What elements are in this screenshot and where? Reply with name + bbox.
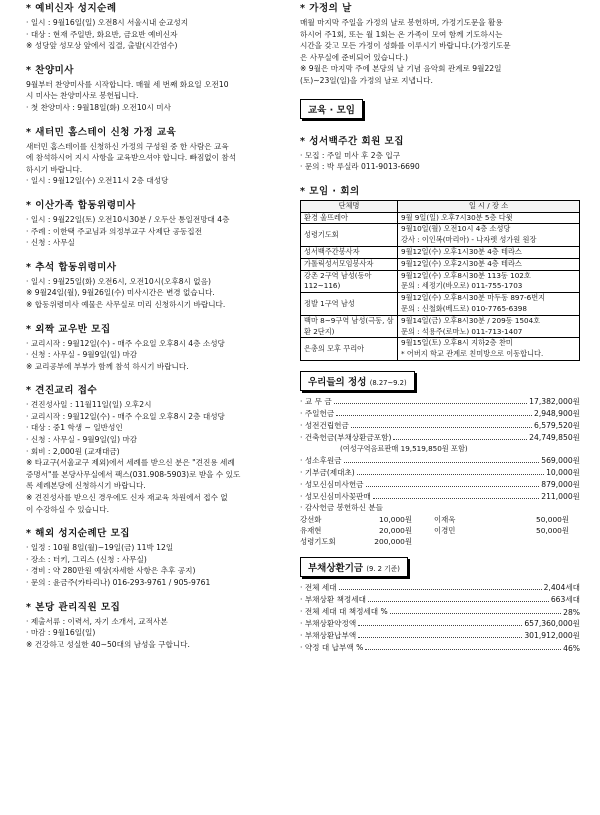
notice-section [26, 525, 294, 588]
donor-row [300, 514, 580, 525]
notice-line: ※ 타교구(서울교구 제외)에서 세례를 받으신 분은 "견진용 세례 [26, 458, 235, 468]
family-day-text [300, 17, 580, 87]
meeting-info-line: 강사 : 이인복(마리아) - 나자렛 성가원 원장 [401, 235, 537, 245]
offering-box-title [300, 371, 415, 391]
debt-row [300, 629, 580, 641]
offering-row [300, 478, 580, 490]
donor-amount: 200,000원 [374, 536, 412, 546]
meetings-table [300, 200, 580, 361]
notice-line: · 마감 : 9월16일(일) [26, 628, 96, 638]
item-label: · 약정 대 납부액 % [300, 642, 364, 652]
meetings-title: * 모임 · 회의 [300, 185, 360, 197]
meeting-info [398, 246, 580, 258]
dot-leader [365, 649, 561, 650]
item-value: 17,382,000원 [529, 396, 580, 406]
meeting-info-line: 9월12일(수) 오후8시30분 113동 102호 [401, 270, 531, 280]
dot-leader [336, 415, 532, 416]
item-label: · 성모신심미사헌금 [300, 479, 364, 489]
item-label: · 전체 세대 [300, 582, 337, 592]
notice-line: 증명서"를 본당사무실에서 팩스(031.908-5903)로 받을 수 있도 [26, 469, 241, 479]
donor-name: 이재욱 [434, 514, 456, 524]
offering-row [300, 490, 580, 502]
debt-row [300, 581, 580, 593]
debt-row [300, 605, 580, 617]
group-name: 성령기도회 [301, 224, 398, 247]
item-value: 657,360,000원 [524, 618, 580, 628]
meetings-section [300, 183, 580, 361]
dot-leader [358, 637, 522, 638]
debt-period: (9. 2 기준) [366, 564, 400, 573]
notice-section [26, 382, 294, 515]
dot-leader [344, 462, 540, 463]
notice-line: · 일시 : 9월12일(수) 오전11시 2층 대성당 [26, 176, 169, 186]
donor-amount [514, 536, 569, 547]
text-line: 시간을 갖고 모든 가정이 성화를 이루시기 바랍니다.(가정기도문 [300, 41, 511, 51]
notice-line: ※ 합동위령미사 예물은 사무실로 미리 신청하시기 바랍니다. [26, 299, 226, 309]
notice-section [26, 321, 294, 373]
family-day-section [300, 0, 580, 87]
donor-amount: 20,000원 [379, 525, 412, 535]
notice-line: 하시기 바랍니다. [26, 164, 83, 174]
notice-line: 시 미사는 찬양미사로 봉헌됩니다. [26, 91, 139, 101]
dot-leader [351, 427, 532, 428]
item-value: 2,404세대 [543, 582, 580, 592]
right-column [300, 0, 580, 653]
meeting-info-line: 문의 : 신철화(베드로) 010-7765-6398 [401, 303, 527, 313]
debt-row [300, 641, 580, 653]
donor-name: 강선화 [300, 514, 322, 524]
notice-line: · 제출서류 : 이력서, 자기 소개서, 교적사본 [26, 616, 168, 626]
notice-line: · 일시 : 9월16일(일) 오전8시 서울시내 순교성지 [26, 18, 189, 27]
item-value: 46% [563, 643, 580, 653]
item-label: · 교 무 금 [300, 396, 332, 406]
item-label: · 성소후원금 [300, 455, 342, 465]
meeting-info [398, 212, 580, 224]
meeting-info-line: 9월12일(수) 오후8시30분 마두동 897-6번지 [401, 293, 546, 303]
offering-list [300, 395, 580, 547]
item-value: 6,579,520원 [534, 420, 580, 430]
notice-line: · 교리시작 : 9월12일(수) - 매주 수요일 오후8시 2층 대성당 [26, 411, 225, 421]
notice-section [26, 124, 294, 187]
left-column [26, 0, 294, 650]
notice-line: · 장소 : 터키, 그리스 (신청 : 사무실) [26, 554, 147, 564]
family-day-title: * 가정의 날 [300, 3, 352, 14]
debt-row [300, 617, 580, 629]
dot-leader [358, 625, 522, 626]
notice-line: 에 참석하시어 지시 사항을 교육받으셔야 합니다. 빠짐없이 참석 [26, 153, 237, 163]
donor-list [300, 514, 580, 547]
notice-line: · 교리시작 : 9월12일(수) - 매주 수요일 오후8시 4층 소성당 [26, 338, 225, 348]
dot-leader [368, 601, 549, 602]
text-line: (토)~23일(일)을 가정의 날로 지냅니다. [300, 75, 433, 85]
item-label: · 전체 세대 대 책정세대 % [300, 606, 388, 616]
meeting-info-line: * 어버지 학교 관계로 친미방으로 이동합니다. [401, 349, 544, 359]
table-row [301, 338, 580, 361]
meeting-info [398, 270, 580, 293]
notice-line: ※ 교리공부에 부부가 함께 참석 하시기 바랍니다. [26, 361, 189, 371]
table-row [301, 258, 580, 270]
notice-title: * 새터민 홈스테이 신청 가정 교육 [26, 126, 177, 138]
header-info: 일 시 / 장 소 [398, 200, 580, 212]
education-box-title: 교육 · 모임 [300, 99, 363, 119]
text-line: · 문의 : 박 루실라 011-9013-6690 [300, 162, 420, 172]
debt-list [300, 581, 580, 653]
item-value: 2,948,900원 [534, 408, 580, 418]
notice-line: · 일시 : 9월22일(토) 오전10시30분 / 오두산 통일전망대 4층 [26, 214, 230, 224]
notice-line: ※ 견진성사를 받으신 경우에도 신자 재교육 차원에서 접수 없 [26, 493, 228, 503]
table-row [301, 315, 580, 338]
group-name: 은총의 모후 꾸리아 [301, 338, 398, 361]
notice-section [26, 0, 294, 52]
donor-name [434, 536, 514, 547]
text-line: 하시어 주1회, 또는 월 1회는 온 가족이 모여 함께 기도하시는 [300, 29, 503, 39]
item-value: 28% [563, 607, 580, 617]
dot-leader [390, 613, 561, 614]
donor-name: 유재현 [300, 525, 322, 535]
group-name: 정발 1구역 남성 [301, 293, 398, 316]
notice-title: * 예비신자 성지순례 [26, 3, 117, 14]
item-label: · 부채상환납부액 [300, 630, 357, 640]
item-label: · 부채상환약정액 [300, 618, 357, 628]
text-line: 매월 마지막 주일을 가정의 날로 봉헌하며, 가정기도문을 활용 [300, 18, 503, 27]
table-row [301, 224, 580, 247]
debt-box-title [300, 557, 408, 577]
item-value: 663세대 [550, 594, 580, 604]
item-value: 211,000원 [541, 491, 580, 501]
meeting-info-line: 9월12일(수) 오후1시30분 4층 테라스 [401, 246, 522, 256]
meeting-info-line: 9월12일(수) 오후2시30분 4층 테라스 [401, 258, 522, 268]
text-line: · 모집 : 주일 미사 후 2층 입구 [300, 150, 401, 160]
table-row [301, 293, 580, 316]
donor-title: · 감사헌금 봉헌하신 분들 [300, 502, 384, 512]
donor-name: 성령기도회 [300, 536, 336, 546]
notice-title: * 해외 성지순례단 모집 [26, 528, 130, 540]
item-value: 569,000원 [541, 455, 580, 465]
text-line: 은 사무실에 준비되어 있습니다.) [300, 52, 408, 62]
notice-line: 이 수강하실 수 있습니다. [26, 504, 110, 514]
donor-amount: 50,000원 [536, 514, 569, 524]
item-label: · 기부금(제대초) [300, 467, 355, 477]
meeting-info [398, 258, 580, 270]
notice-line: ※ 건강하고 성실한 40~50대의 남성을 구합니다. [26, 639, 190, 649]
group-name: 강촌 2구역 남성(동아 112~116) [301, 270, 398, 293]
offering-row [300, 395, 580, 407]
meeting-info-line: 9월10일(월) 오전10시 4층 소성당 [401, 224, 511, 234]
offering-row [300, 466, 580, 478]
dot-leader [339, 589, 542, 590]
notice-line: 록 세례본당에 신청하시기 바랍니다. [26, 481, 146, 491]
meeting-info [398, 338, 580, 361]
notice-line: ※ 성당앞 성모상 앞에서 집결, 출발(시간엄수) [26, 41, 178, 51]
notice-line: · 경비 : 약 280만원 예상(자세한 사항은 추후 공지) [26, 566, 196, 576]
notice-line: · 견진성사일 : 11월11일(일) 오후2시 [26, 400, 152, 410]
notice-title: * 견진교리 접수 [26, 385, 98, 397]
notice-title: * 이산가족 합동위령미사 [26, 199, 136, 211]
item-label: · 건축헌금(부채상환금포함) [300, 432, 392, 442]
dot-leader [357, 474, 544, 475]
item-label: · 주일헌금 [300, 408, 335, 418]
meeting-info-line: 9월 9일(일) 오후7시30분 5층 다윗 [401, 212, 513, 222]
donor-name: 이경민 [434, 525, 456, 535]
notice-line: · 일정 : 10월 8일(월)~19일(금) 11박 12일 [26, 543, 174, 553]
meeting-info-line: 9월14일(금) 오후8시30분 / 209동 1504호 [401, 315, 541, 325]
item-value: 24,749,850원 [529, 432, 580, 442]
notice-section [26, 259, 294, 311]
item-label: · 성전건립헌금 [300, 420, 349, 430]
notice-section [26, 197, 294, 249]
notice-line: · 신청 : 사무실 - 9월9일(일) 마감 [26, 435, 138, 445]
notice-title: * 찬양미사 [26, 64, 74, 76]
notice-line: · 대상 : 중1 학생 ~ 일반성인 [26, 423, 123, 433]
notice-line: · 주례 : 이한택 주교님과 의정부교구 사제단 공동집전 [26, 226, 202, 236]
notice-line: 9월부터 찬양미사를 시작합니다. 매월 세 번째 화요일 오전10 [26, 79, 229, 89]
notice-title: * 본당 관리직원 모집 [26, 601, 121, 613]
item-value: 301,912,000원 [524, 630, 580, 640]
meetings-header-row [301, 200, 580, 212]
notice-section [26, 599, 294, 651]
donor-row [300, 536, 580, 547]
notice-line: · 문의 : 윤금주(카타리나) 016-293-9761 / 905-9761 [26, 578, 211, 587]
offering-title: 우리들의 정성 [308, 376, 367, 388]
table-row [301, 270, 580, 293]
dot-leader [373, 498, 539, 499]
meeting-info [398, 224, 580, 247]
bible-title: * 성서백주간 회원 모집 [300, 135, 404, 147]
dot-leader [334, 403, 528, 404]
meeting-info-line: 9월15일(토) 오후8시 지하2층 찬미 [401, 338, 513, 348]
offering-row [300, 407, 580, 419]
table-row [301, 212, 580, 224]
group-name: 가톨릭성서모임봉사자 [301, 258, 398, 270]
notice-line: 새터민 홈스테이를 신청하신 가정의 구성원 중 한 사람은 교육 [26, 141, 229, 151]
donor-row [300, 525, 580, 536]
meeting-info-line: 문의 : 세정기(바오로) 011-755-1703 [401, 281, 523, 291]
offering-row [300, 454, 580, 466]
notice-line: · 첫 찬양미사 : 9월18일(화) 오전10시 미사 [26, 102, 171, 112]
notice-line: · 회비 : 2,000원 (교재대금) [26, 446, 120, 456]
bible-section [300, 133, 580, 173]
notice-title: * 외짝 교우반 모집 [26, 323, 111, 335]
notice-section [26, 62, 294, 114]
bible-text [300, 150, 580, 173]
debt-row [300, 593, 580, 605]
item-label: · 성모신심미사꽃판매 [300, 491, 371, 501]
offering-sub-note: (여성구역음료판매 19,519,850원 포함) [340, 443, 468, 453]
item-value: 10,000원 [546, 467, 580, 477]
meeting-info [398, 315, 580, 338]
donor-amount: 50,000원 [536, 525, 569, 535]
group-name: 백마 8~9구역 남성(극동, 삼환 2단지) [301, 315, 398, 338]
notice-line: · 대상 : 현재 주일반, 화요반, 금요반 예비신자 [26, 29, 178, 39]
text-line: ※ 9월은 마지막 주에 본당의 날 기념 음악회 관계로 9월22일 [300, 64, 502, 74]
dot-leader [366, 486, 540, 487]
offering-row [300, 419, 580, 431]
header-group: 단체명 [301, 200, 398, 212]
meeting-info [398, 293, 580, 316]
donor-amount: 10,000원 [379, 514, 412, 524]
notice-title: * 추석 합동위령미사 [26, 261, 117, 273]
debt-title: 부채상환기금 [308, 562, 364, 574]
notice-line: · 일시 : 9월25일(화) 오전6시, 오전10시(오후8시 없음) [26, 276, 211, 286]
table-row [301, 246, 580, 258]
offering-row [300, 431, 580, 443]
dot-leader [393, 439, 527, 440]
offering-period: (8.27~9.2) [369, 378, 407, 387]
group-name: 환경 울뜨레아 [301, 212, 398, 224]
notice-line: ※ 9월24일(월), 9월26일(수) 미사시간은 변경 없습니다. [26, 288, 215, 298]
group-name: 성서백주간봉사자 [301, 246, 398, 258]
item-label: · 부채상환 책정세대 [300, 594, 366, 604]
notice-line: · 신청 : 사무실 [26, 238, 75, 248]
notice-line: · 신청 : 사무실 - 9월9일(일) 마감 [26, 350, 138, 360]
item-value: 879,000원 [541, 479, 580, 489]
meeting-info-line: 문의 : 석용주(로마노) 011-713-1407 [401, 326, 523, 336]
